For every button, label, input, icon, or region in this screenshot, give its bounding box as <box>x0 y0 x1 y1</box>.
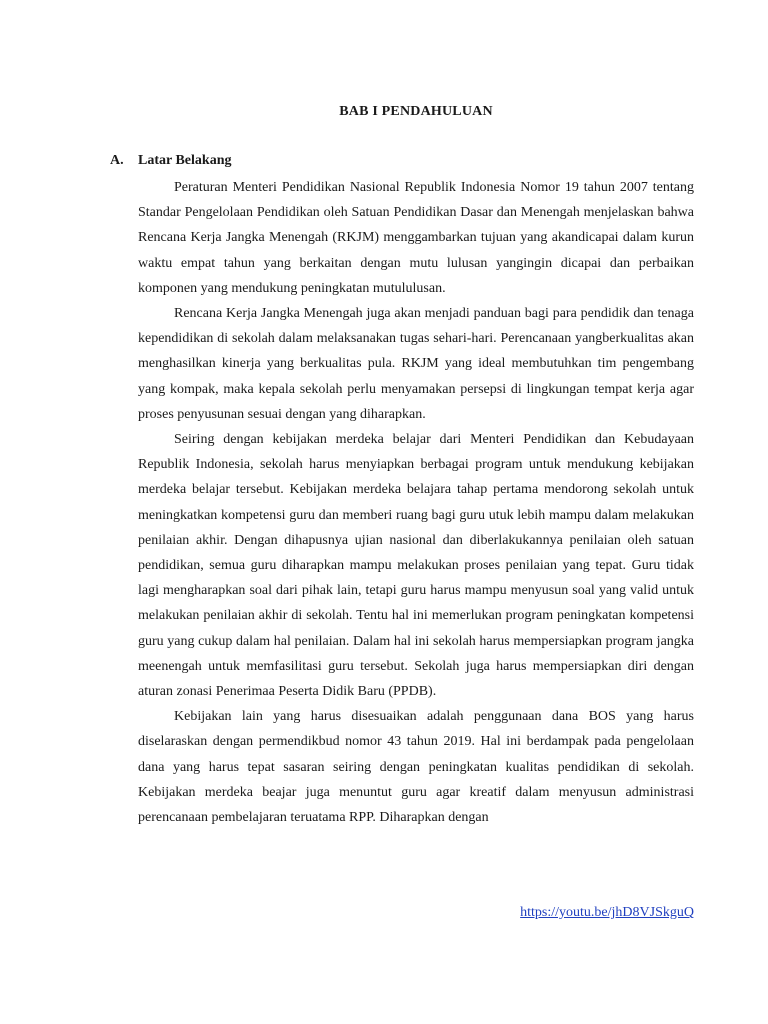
chapter-title: BAB I PENDAHULUAN <box>339 104 493 119</box>
paragraph: Peraturan Menteri Pendidikan Nasional Republik Indonesia Nomor 19 tahun 2007 tentang Standar Pengelolaan Pendidikan oleh Satuan Pendidikan Dasar dan Menengah menjelaskan bahwa Rencana Kerja Jangka Menengah (RKJM) menggambarkan tujuan yang akandicapai dalam kurun waktu empat tahun yang berkaitan dengan mutu lulusan yangingin dicapai dan perbaikan komponen yang mendukung peningkatan mutululusan. <box>138 180 694 296</box>
youtube-link[interactable]: https://youtu.be/jhD8VJSkguQ <box>520 905 694 920</box>
paragraph: Seiring dengan kebijakan merdeka belajar dari Menteri Pendidikan dan Kebudayaan Republik Indonesia, sekolah harus menyiapkan berbagai program untuk mendukung kebijakan merdeka belajar tersebut. Kebijakan merdeka belajara tahap pertama mendorong sekolah untuk meningkatkan kompetensi guru dan memberi ruang bagi guru utuk lebih mampu dalam melakukan penilaian akhir. Dengan dihapusnya ujian nasional dan diberlakukannya penilaian oleh satuan pendidikan, semua guru diharapkan mampu melakukan proses penilaian yang tepat. Guru tidak lagi mengharapkan soal dari pihak lain, tetapi guru harus mampu menyusun soal yang valid untuk melakukan penilaian akhir di sekolah. Tentu hal ini memerlukan program peningkatan kompetensi guru yang cukup dalam hal penilaian. Dalam hal ini sekolah harus mempersiapkan program jangka meenengah untuk memfasilitasi guru tersebut. Sekolah juga harus mempersiapkan diri dengan aturan zonasi Penerimaa Peserta Didik Baru (PPDB). <box>138 432 694 700</box>
section-title: Latar Belakang <box>138 153 232 168</box>
body-text <box>138 175 694 830</box>
paragraph: Rencana Kerja Jangka Menengah juga akan menjadi panduan bagi para pendidik dan tenaga kependidikan di sekolah dalam melaksanakan tugas sehari-hari. Perencanaan yangberkualitas akan menghasilkan kinerja yang berkualitas pula. RKJM yang ideal membutuhkan tim pengembang yang kompak, maka kepala sekolah perlu menyamakan persepsi di lingkungan tempat kerja agar proses penyusunan sesuai dengan yang diharapkan. <box>138 306 694 422</box>
paragraph: Kebijakan lain yang harus disesuaikan adalah penggunaan dana BOS yang harus diselaraskan dengan permendikbud nomor 43 tahun 2019. Hal ini berdampak pada pengelolaan dana yang harus tepat sasaran seiring dengan peningkatan kualitas pendidikan di sekolah. Kebijakan merdeka beajar juga menuntut guru agar kreatif dalam menyusun administrasi perencanaan pembelajaran teruatama RPP. Diharapkan dengan <box>138 709 694 826</box>
section-marker: A. <box>110 153 124 168</box>
section-heading <box>110 152 231 170</box>
